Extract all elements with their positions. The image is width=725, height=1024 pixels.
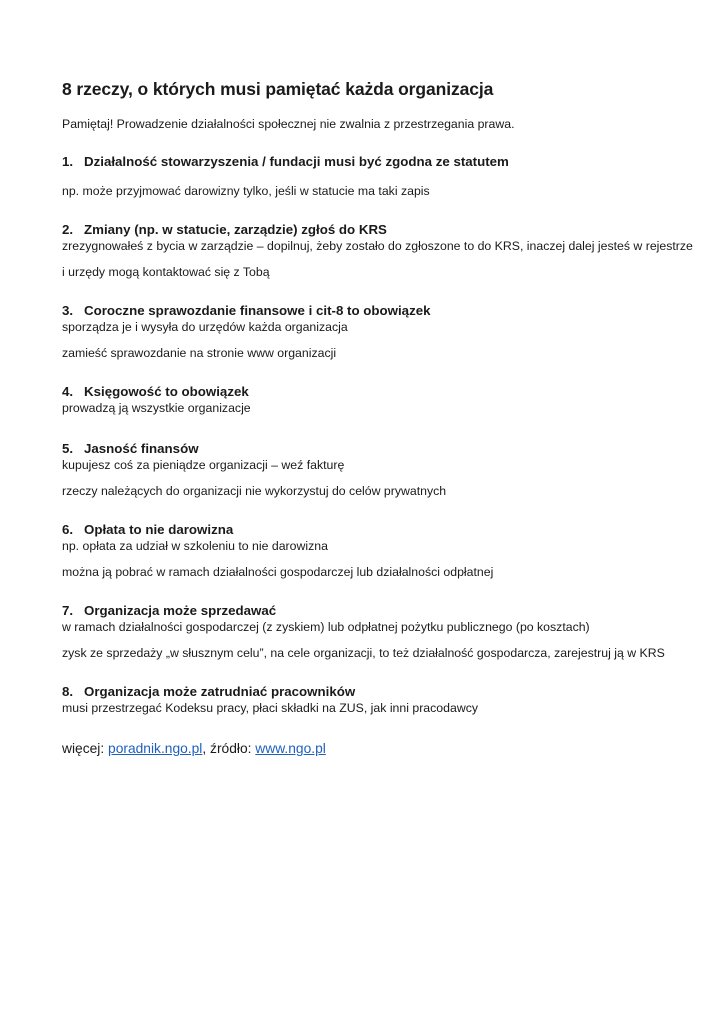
item-heading-text: Organizacja może sprzedawać [84,603,277,618]
item-line: musi przestrzegać Kodeksu pracy, płaci składki na ZUS, jak inni pracodawcy [62,701,478,715]
item-number: 5. [62,441,74,456]
item-heading [62,153,692,170]
document-page [62,78,692,758]
item-heading [62,383,692,400]
item-number: 6. [62,522,74,537]
list-item-3 [62,302,692,361]
item-number: 7. [62,603,74,618]
list-item-8 [62,683,692,716]
list-item-5 [62,440,692,499]
item-line: np. może przyjmować darowizny tylko, jeśli w statucie ma taki zapis [62,184,430,198]
list-item-2 [62,221,692,280]
item-number: 3. [62,303,74,318]
item-line: np. opłata za udział w szkoleniu to nie darowizna [62,539,328,553]
item-heading-text: Księgowość to obowiązek [84,384,249,399]
item-heading [62,440,692,457]
item-heading [62,521,692,538]
list-item-7 [62,602,692,661]
item-line: zamieść sprawozdanie na stronie www organizacji [62,346,337,360]
item-line: sporządza je i wysyła do urzędów każda organizacja [62,320,348,334]
item-line: można ją pobrać w ramach działalności gospodarczej lub działalności odpłatnej [62,565,494,579]
item-line: rzeczy należących do organizacji nie wykorzystuj do celów prywatnych [62,484,447,498]
item-line: w ramach działalności gospodarczej (z zyskiem) lub odpłatnej pożytku publicznego (po kosztach) [62,620,590,634]
item-number: 8. [62,684,74,699]
page-title: 8 rzeczy, o których musi pamiętać każda organizacja [62,79,494,99]
intro-text: Pamiętaj! Prowadzenie działalności społecznej nie zwalnia z przestrzegania prawa. [62,117,515,131]
item-line: zysk ze sprzedaży „w słusznym celu”, na cele organizacji, to też działalność gospodarcza, zarejestruj ją w KRS [62,646,665,660]
source-label: źródło: [210,741,256,756]
poradnik-link[interactable]: poradnik.ngo.pl [108,741,203,756]
item-heading [62,221,692,238]
item-heading-text: Opłata to nie darowizna [84,522,234,537]
ngo-link[interactable]: www.ngo.pl [255,741,326,756]
item-number: 2. [62,222,74,237]
list-item-1 [62,153,692,199]
item-heading-text: Jasność finansów [84,441,199,456]
item-heading-text: Organizacja może zatrudniać pracowników [84,684,356,699]
item-heading-text: Zmiany (np. w statucie, zarządzie) zgłoś do KRS [84,222,387,237]
item-heading [62,683,692,700]
item-heading-text: Coroczne sprawozdanie finansowe i cit-8 to obowiązek [84,303,431,318]
item-heading [62,602,692,619]
item-line: prowadzą ją wszystkie organizacje [62,401,251,415]
separator: , [202,741,211,756]
item-number: 1. [62,154,74,169]
list-item-6 [62,521,692,580]
item-heading-text: Działalność stowarzyszenia / fundacji musi być zgodna ze statutem [84,154,509,169]
item-line: i urzędy mogą kontaktować się z Tobą [62,265,270,279]
list-item-4 [62,383,692,416]
item-heading [62,302,692,319]
more-label: więcej: [62,741,109,756]
item-line: kupujesz coś za pieniądze organizacji – weź fakturę [62,458,345,472]
footer-links [62,740,692,758]
item-line: zrezygnowałeś z bycia w zarządzie – dopilnuj, żeby zostało do zgłoszone to do KRS, inaczej dalej jesteś w rejestrze [62,239,693,253]
item-number: 4. [62,384,74,399]
